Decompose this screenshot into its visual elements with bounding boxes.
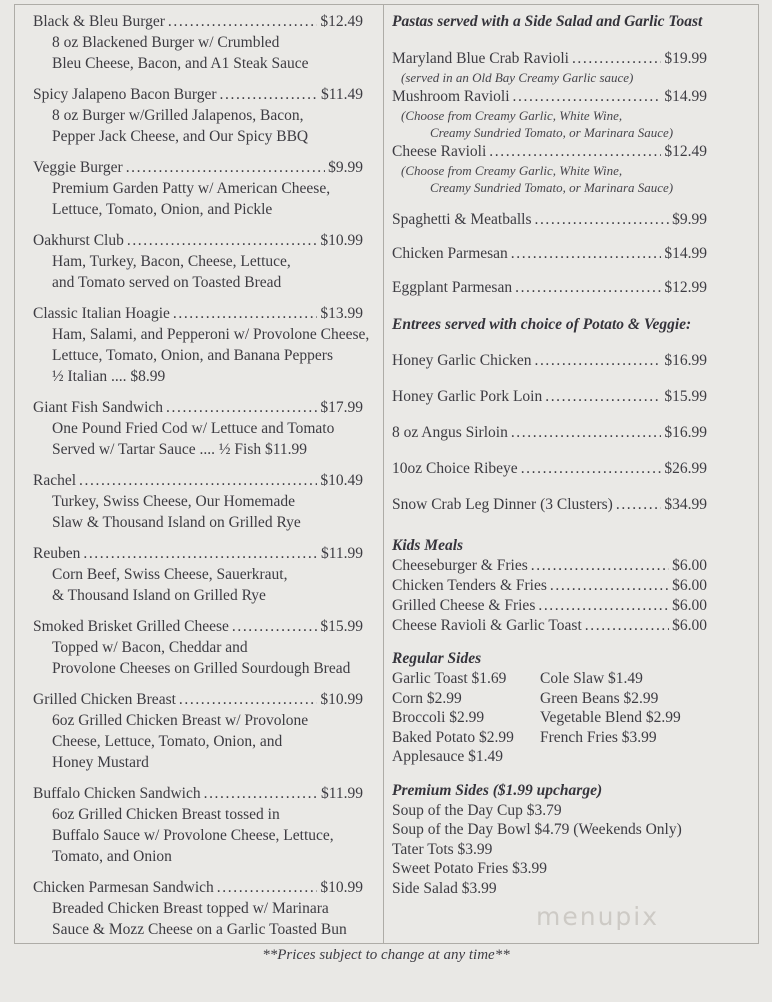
item-name: Maryland Blue Crab Ravioli [392, 50, 569, 67]
dot-leader-decoration [220, 84, 318, 105]
menu-item [392, 458, 756, 479]
item-price: $10.99 [320, 879, 363, 896]
item-name: Black & Bleu Burger [33, 13, 165, 30]
menu-item-line [392, 350, 707, 371]
item-name: Smoked Brisket Grilled Cheese [33, 618, 229, 635]
item-price: $12.99 [664, 279, 707, 296]
side-item: Vegetable Blend $2.99 [540, 709, 681, 726]
item-name: Honey Garlic Chicken [392, 352, 532, 369]
item-price: $6.00 [672, 577, 707, 594]
item-description: Pepper Jack Cheese, and Our Spicy BBQ [52, 128, 309, 145]
menu-item [392, 576, 756, 596]
item-price: $15.99 [320, 618, 363, 635]
price-disclaimer: **Prices subject to change at any time** [262, 947, 510, 963]
dot-leader-decoration [511, 243, 662, 264]
dot-leader-decoration [534, 350, 661, 371]
side-item: Side Salad $3.99 [392, 879, 497, 897]
menu-item [392, 616, 756, 636]
item-name: Grilled Chicken Breast [33, 691, 176, 708]
item-description: Breaded Chicken Breast topped w/ Marinara [52, 900, 329, 917]
dot-leader-decoration [79, 470, 317, 491]
menu-item [33, 84, 381, 147]
item-description: 6oz Grilled Chicken Breast w/ Provolone [52, 712, 309, 729]
side-item: Corn $2.99 [392, 689, 462, 707]
item-description: Ham, Turkey, Bacon, Cheese, Lettuce, [52, 253, 291, 270]
menu-item [392, 350, 756, 371]
item-name: 10oz Choice Ribeye [392, 460, 518, 477]
menu-item [33, 303, 381, 387]
item-description: Cheese, Lettuce, Tomato, Onion, and [52, 733, 283, 750]
item-name: Snow Crab Leg Dinner (3 Clusters) [392, 496, 613, 513]
item-price: $15.99 [664, 388, 707, 405]
menu-item [392, 422, 756, 443]
dot-leader-decoration [538, 596, 669, 616]
item-price: $10.49 [320, 472, 363, 489]
item-description: Slaw & Thousand Island on Grilled Rye [52, 514, 301, 531]
section-header: Regular Sides [392, 650, 482, 667]
item-description: Buffalo Sauce w/ Provolone Cheese, Lettuce, [52, 827, 334, 844]
dot-leader-decoration [166, 397, 317, 418]
section-header: Premium Sides ($1.99 upcharge) [392, 781, 603, 799]
dot-leader-decoration [531, 556, 669, 576]
menu-item-line [33, 397, 363, 418]
menu-item-line [33, 303, 363, 324]
item-name: Veggie Burger [33, 159, 123, 176]
item-name: Buffalo Chicken Sandwich [33, 785, 201, 802]
menu-item [392, 243, 756, 264]
side-item: Cole Slaw $1.49 [540, 670, 643, 687]
item-description: Provolone Cheeses on Grilled Sourdough Bread [52, 660, 351, 677]
item-price: $10.99 [320, 691, 363, 708]
item-name: Cheese Ravioli & Garlic Toast [392, 617, 582, 634]
menu-section-regular-sides [392, 648, 756, 767]
right-column [384, 5, 758, 943]
dot-leader-decoration [616, 494, 662, 515]
item-name: Chicken Parmesan Sandwich [33, 879, 214, 896]
item-description: Lettuce, Tomato, Onion, and Banana Peppers [52, 347, 333, 364]
item-name: Mushroom Ravioli [392, 88, 510, 105]
menu-item [392, 494, 756, 515]
menu-item [33, 397, 381, 460]
menu-item [33, 689, 381, 773]
dot-leader-decoration [179, 689, 317, 710]
item-note: (Choose from Creamy Garlic, White Wine, [401, 108, 623, 123]
item-description: Corn Beef, Swiss Cheese, Sauerkraut, [52, 566, 288, 583]
side-item: French Fries $3.99 [540, 728, 657, 746]
item-price: $6.00 [672, 617, 707, 634]
item-name: Spicy Jalapeno Bacon Burger [33, 86, 217, 103]
item-name: Reuben [33, 545, 81, 562]
menu-item-line [33, 11, 363, 32]
item-description: Honey Mustard [52, 754, 149, 771]
menu-item [392, 86, 756, 141]
item-price: $10.99 [320, 232, 363, 249]
item-name: Oakhurst Club [33, 232, 124, 249]
dot-leader-decoration [489, 141, 661, 162]
item-price: $14.99 [664, 245, 707, 262]
item-name: Honey Garlic Pork Loin [392, 388, 543, 405]
side-item: Garlic Toast $1.69 [392, 670, 507, 687]
menu-item-line [392, 494, 707, 515]
section-header: Entrees served with choice of Potato & Veggie: [392, 316, 692, 333]
menu-item-line [392, 243, 707, 264]
side-item: Soup of the Day Bowl $4.79 (Weekends Only) [392, 821, 682, 838]
dot-leader-decoration [232, 616, 318, 637]
menu-section-kids [392, 535, 756, 636]
dot-leader-decoration [513, 86, 662, 107]
item-description: Ham, Salami, and Pepperoni w/ Provolone Cheese, [52, 326, 370, 343]
dot-leader-decoration [173, 303, 318, 324]
menu-item [392, 556, 756, 576]
dot-leader-decoration [204, 783, 318, 804]
menu-item [33, 783, 381, 867]
item-price: $6.00 [672, 557, 707, 574]
item-description: One Pound Fried Cod w/ Lettuce and Tomato [52, 420, 335, 437]
menu-item-line [33, 230, 363, 251]
item-description: & Thousand Island on Grilled Rye [52, 587, 266, 604]
menu-item [33, 470, 381, 533]
menu-item-line [392, 141, 707, 162]
dot-leader-decoration [545, 386, 661, 407]
item-name: Spaghetti & Meatballs [392, 211, 532, 228]
item-note: Creamy Sundried Tomato, or Marinara Sauce) [430, 180, 674, 195]
menu-item [392, 48, 756, 86]
item-description: Served w/ Tartar Sauce .... ½ Fish $11.99 [52, 441, 308, 458]
item-name: Classic Italian Hoagie [33, 305, 170, 322]
sides-columns [392, 669, 756, 767]
item-price: $14.99 [664, 88, 707, 105]
item-name: 8 oz Angus Sirloin [392, 424, 508, 441]
item-description: Topped w/ Bacon, Cheddar and [52, 639, 248, 656]
sides-column [392, 669, 540, 767]
item-price: $13.99 [320, 305, 363, 322]
menu-item [33, 11, 381, 74]
menu-item [33, 230, 381, 293]
menu-item-line [392, 86, 707, 107]
menu-item-line [392, 556, 707, 576]
item-description: Premium Garden Patty w/ American Cheese, [52, 180, 331, 197]
section-header: Kids Meals [392, 537, 464, 554]
item-description: and Tomato served on Toasted Bread [52, 274, 282, 291]
dot-leader-decoration [585, 616, 669, 636]
side-item: Applesauce $1.49 [392, 748, 504, 765]
menu-section-entrees [392, 314, 756, 515]
item-price: $34.99 [664, 496, 707, 513]
sides-column [540, 669, 681, 767]
menu-item-line [392, 576, 707, 596]
item-description: 6oz Grilled Chicken Breast tossed in [52, 806, 280, 823]
dot-leader-decoration [511, 422, 662, 443]
menu-item-line [33, 84, 363, 105]
menu-item [33, 877, 381, 940]
item-note: Creamy Sundried Tomato, or Marinara Sauce) [430, 125, 674, 140]
menupix-watermark: menupix [536, 902, 660, 931]
item-note: (Choose from Creamy Garlic, White Wine, [401, 163, 623, 178]
side-item: Baked Potato $2.99 [392, 728, 514, 746]
item-name: Cheese Ravioli [392, 143, 487, 160]
item-description: 8 oz Burger w/Grilled Jalapenos, Bacon, [52, 107, 304, 124]
menu-item [392, 209, 756, 230]
menu-item [392, 596, 756, 616]
item-name: Chicken Parmesan [392, 245, 508, 262]
menu-item-line [392, 386, 707, 407]
item-price: $16.99 [664, 352, 707, 369]
side-item: Tater Tots $3.99 [392, 840, 493, 858]
item-price: $12.49 [320, 13, 363, 30]
item-name: Eggplant Parmesan [392, 279, 513, 296]
menu-item [33, 157, 381, 220]
item-description: Lettuce, Tomato, Onion, and Pickle [52, 201, 273, 218]
menu-item-line [392, 616, 707, 636]
item-name: Rachel [33, 472, 77, 489]
item-description: ½ Italian .... $8.99 [52, 368, 166, 385]
dot-leader-decoration [217, 877, 318, 898]
menu-item-line [33, 783, 363, 804]
item-name: Cheeseburger & Fries [392, 557, 528, 574]
item-price: $17.99 [320, 399, 363, 416]
menu-item [33, 543, 381, 606]
item-name: Giant Fish Sandwich [33, 399, 164, 416]
item-description: 8 oz Blackened Burger w/ Crumbled [52, 34, 280, 51]
dot-leader-decoration [127, 230, 318, 251]
menu-item-line [392, 596, 707, 616]
item-name: Grilled Cheese & Fries [392, 597, 536, 614]
side-item: Sweet Potato Fries $3.99 [392, 860, 547, 877]
menu-item-line [33, 470, 363, 491]
menu-item [392, 141, 756, 196]
side-item: Soup of the Day Cup $3.79 [392, 801, 562, 819]
menu-item-line [33, 689, 363, 710]
item-price: $11.49 [320, 86, 363, 103]
item-price: $6.00 [672, 597, 707, 614]
menu-item [392, 386, 756, 407]
item-price: $19.99 [664, 50, 707, 67]
dot-leader-decoration [515, 277, 661, 298]
dot-leader-decoration [550, 576, 669, 596]
menu-item [392, 277, 756, 298]
item-price: $11.99 [320, 785, 363, 802]
menu-item-line [33, 616, 363, 637]
item-description: Bleu Cheese, Bacon, and A1 Steak Sauce [52, 55, 309, 72]
dot-leader-decoration [126, 157, 325, 178]
menu-section-pastas [392, 11, 756, 298]
section-header: Pastas served with a Side Salad and Garlic Toast [392, 13, 703, 30]
menu-item-line [392, 48, 707, 69]
item-name: Chicken Tenders & Fries [392, 577, 547, 594]
dot-leader-decoration [168, 11, 318, 32]
menu-item-line [33, 157, 363, 178]
item-price: $26.99 [664, 460, 707, 477]
menu-item-line [392, 209, 707, 230]
item-note: (served in an Old Bay Creamy Garlic sauce) [401, 70, 634, 85]
side-item: Broccoli $2.99 [392, 709, 485, 726]
dot-leader-decoration [83, 543, 318, 564]
item-price: $9.99 [328, 159, 363, 176]
item-description: Turkey, Swiss Cheese, Our Homemade [52, 493, 295, 510]
item-price: $11.99 [320, 545, 363, 562]
menu-item-line [33, 543, 363, 564]
menu-box [14, 4, 759, 944]
menu-item [33, 616, 381, 679]
side-item: Green Beans $2.99 [540, 689, 659, 707]
item-description: Tomato, and Onion [52, 848, 172, 865]
menu-item-line [33, 877, 363, 898]
dot-leader-decoration [534, 209, 669, 230]
menu-section-premium-sides [392, 780, 756, 899]
item-price: $12.49 [664, 143, 707, 160]
item-description: Sauce & Mozz Cheese on a Garlic Toasted Bun [52, 921, 347, 938]
item-price: $9.99 [672, 211, 707, 228]
item-price: $16.99 [664, 424, 707, 441]
dot-leader-decoration [521, 458, 662, 479]
menu-item-line [392, 458, 707, 479]
dot-leader-decoration [572, 48, 661, 69]
menu-item-line [392, 422, 707, 443]
left-column [15, 5, 384, 943]
menu-item-line [392, 277, 707, 298]
